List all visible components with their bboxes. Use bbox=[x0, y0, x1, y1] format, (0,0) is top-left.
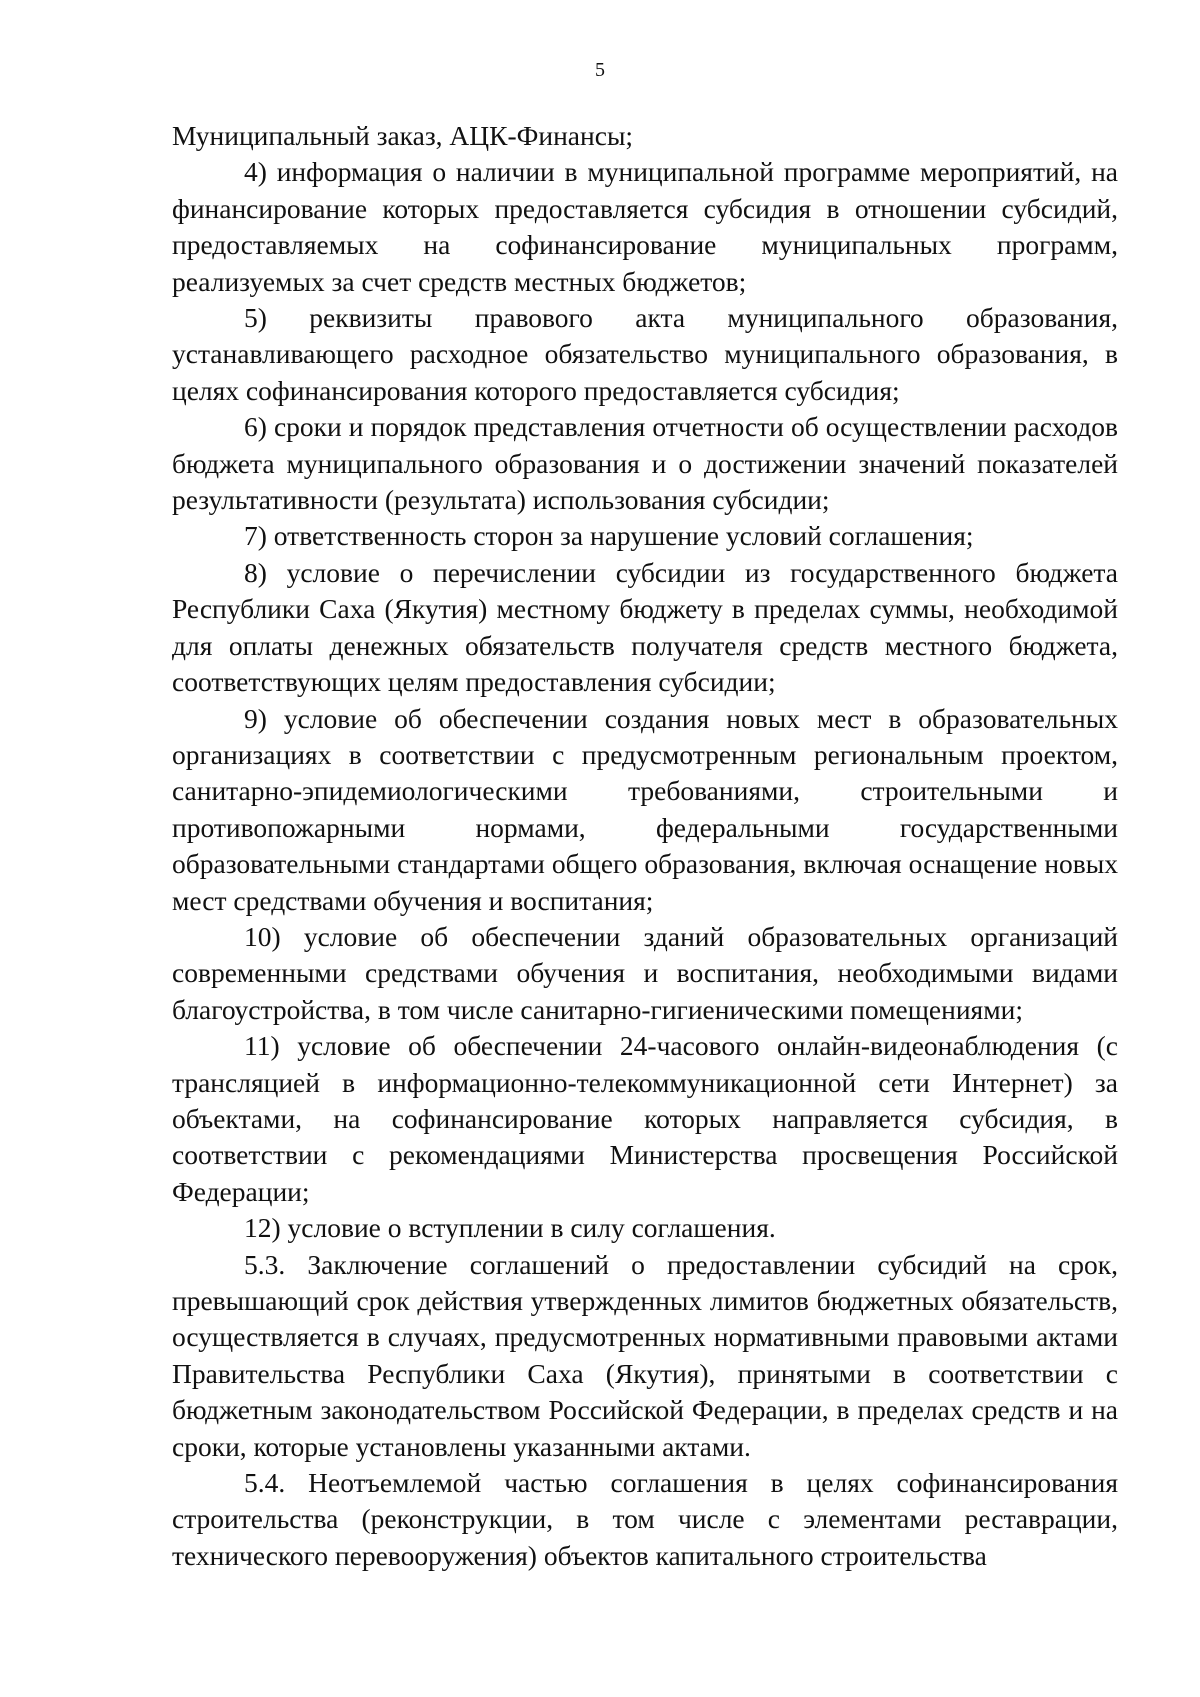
paragraph-item-7: 7) ответственность сторон за нарушение условий соглашения; bbox=[244, 520, 974, 552]
document-body bbox=[172, 118, 1118, 1574]
paragraph-item-4: 4) информация о наличии в муниципальной программе мероприятий, на финансирование которых предоставляется субсидия в отношении субсидий, предоставляемых на софинансирование муниципальных программ, реализуемых за счет средств местных бюджетов; bbox=[172, 156, 1118, 297]
paragraph-continuation: Муниципальный заказ, АЦК-Финансы; bbox=[172, 120, 634, 151]
paragraph-section-5-3: 5.3. Заключение соглашений о предоставлении субсидий на срок, превышающий срок действия утвержденных лимитов бюджетных обязательств, осуществляется в случаях, предусмотренных нормативными правовыми актами Правительства Республики Саха (Якутия), принятыми в соответствии с бюджетным законодательством Российской Федерации, в пределах средств и на сроки, которые установлены указанными актами. bbox=[172, 1248, 1118, 1462]
paragraph-item-11: 11) условие об обеспечении 24-часового онлайн-видеонаблюдения (с трансляцией в информационно-телекоммуникационной сети Интернет) за объектами, на софинансирование которых направляется субсидия, в соответствии с рекомендациями Министерства просвещения Российской Федерации; bbox=[172, 1030, 1118, 1207]
paragraph-item-9: 9) условие об обеспечении создания новых мест в образовательных организациях в соответствии с предусмотренным региональным проектом, санитарно-эпидемиологическими требованиями, строительными и противопожарными нормами, федеральными государственными образовательными стандартами общего образования, включая оснащение новых мест средствами обучения и воспитания; bbox=[172, 702, 1118, 916]
paragraph-section-5-4: 5.4. Неотъемлемой частью соглашения в целях софинансирования строительства (реконструкции, в том числе с элементами реставрации, технического перевооружения) объектов капитального строительства bbox=[172, 1467, 1118, 1571]
paragraph-item-10: 10) условие об обеспечении зданий образовательных организаций современными средствами обучения и воспитания, необходимыми видами благоустройства, в том числе санитарно-гигиеническими помещениями; bbox=[172, 920, 1118, 1025]
paragraph-item-5: 5) реквизиты правового акта муниципального образования, устанавливающего расходное обязательство муниципального образования, в целях софинансирования которого предоставляется субсидия; bbox=[172, 302, 1118, 406]
paragraph-item-6: 6) сроки и порядок представления отчетности об осуществлении расходов бюджета муниципального образования и о достижении значений показателей результативности (результата) использования субсидии; bbox=[172, 411, 1118, 516]
paragraph-item-8: 8) условие о перечислении субсидии из государственного бюджета Республики Саха (Якутия) местному бюджету в пределах суммы, необходимой для оплаты денежных обязательств получателя средств местного бюджета, соответствующих целям предоставления субсидии; bbox=[172, 556, 1118, 698]
paragraph-item-12: 12) условие о вступлении в силу соглашения. bbox=[244, 1212, 776, 1244]
page-number: 5 bbox=[595, 59, 605, 81]
